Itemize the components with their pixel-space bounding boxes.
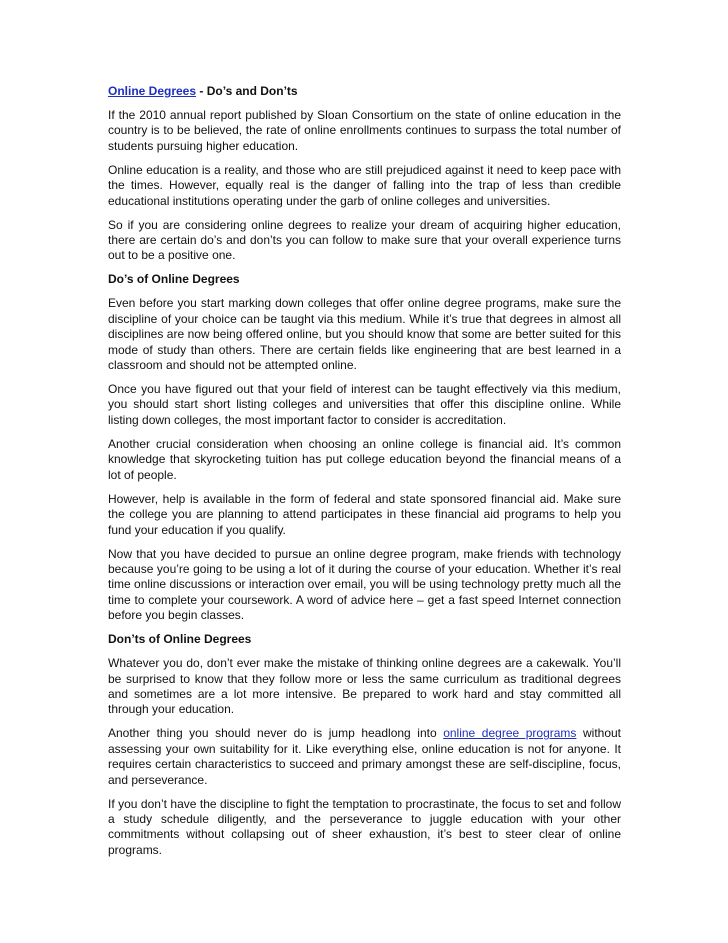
online-degree-programs-link[interactable]: online degree programs — [443, 726, 577, 741]
title-link-online-degrees[interactable]: Online Degrees — [108, 84, 197, 98]
intro-paragraph-2: Online education is a reality, and those who are still prejudiced against it need to keep pace with the times. However, equally real is the danger of falling into the trap of less than credible educational institutions operating under the garb of online colleges and universities. — [108, 162, 621, 208]
dos-paragraph-3: Another crucial consideration when choosing an online college is financial aid. It’s common knowledge that skyrocketing tuition has put college education beyond the financial means of a lot of people. — [108, 436, 621, 482]
donts-heading: Don’ts of Online Degrees — [108, 632, 252, 647]
dos-paragraph-4: However, help is available in the form of federal and state sponsored financial aid. Make sure the college you are planning to attend participates in these financial aid programs to help you fund your education if you qualify. — [108, 491, 621, 537]
dos-paragraph-5: Now that you have decided to pursue an online degree program, make friends with technology because you’re going to be using a lot of it during the course of your education. Whether it’s real time online discussions or interaction over email, you will be using technology pretty much all the time to complete your coursework. A word of advice here – get a fast speed Internet connection before you begin classes. — [108, 546, 621, 623]
donts-paragraph-1: Whatever you do, don’t ever make the mistake of thinking online degrees are a cakewalk. You’ll be surprised to know that they follow more or less the same curriculum as traditional degrees and sometimes are a lot more intensive. Be prepared to work hard and stay committed all through your education. — [108, 656, 621, 717]
document-page — [108, 84, 621, 867]
dos-heading: Do’s of Online Degrees — [108, 272, 240, 287]
donts-paragraph-2 — [108, 726, 621, 788]
dos-paragraph-2: Once you have figured out that your field of interest can be taught effectively via this medium, you should start short listing colleges and universities that offer this discipline online. While listing down colleges, the most important factor to consider is accreditation. — [108, 382, 621, 427]
donts-paragraph-2-before: Another thing you should never do is jump headlong into — [108, 726, 444, 741]
dos-paragraph-1: Even before you start marking down colleges that offer online degree programs, make sure the discipline of your choice can be taught via this medium. While it’s true that degrees in almost all disciplines are now being offered online, but you should know that some are better suited for this mode of study than others. There are certain fields like engineering that are best learned in a classroom and should not be attempted online. — [108, 296, 621, 373]
donts-paragraph-3: If you don’t have the discipline to fight the temptation to procrastinate, the focus to set and follow a study schedule diligently, and the perseverance to juggle education with your other commitments without collapsing out of sheer exhaustion, it’s best to steer clear of online programs. — [108, 796, 621, 857]
title-rest: - Do’s and Don’ts — [196, 84, 298, 98]
intro-paragraph-1: If the 2010 annual report published by Sloan Consortium on the state of online education in the country is to be believed, the rate of online enrollments continues to surpass the total number of students pursuing higher education. — [108, 108, 621, 153]
intro-paragraph-3: So if you are considering online degrees to realize your dream of acquiring higher education, there are certain do’s and don’ts you can follow to make sure that your overall experience turns out to be a positive one. — [108, 217, 621, 263]
donts-paragraph-2-after: without assessing your own suitability for it. Like everything else, online education is not for anyone. It requires certain characteristics to succeed and primary amongst these are self-discipline, focus, and perseverance. — [108, 726, 622, 787]
document-title — [108, 84, 621, 99]
